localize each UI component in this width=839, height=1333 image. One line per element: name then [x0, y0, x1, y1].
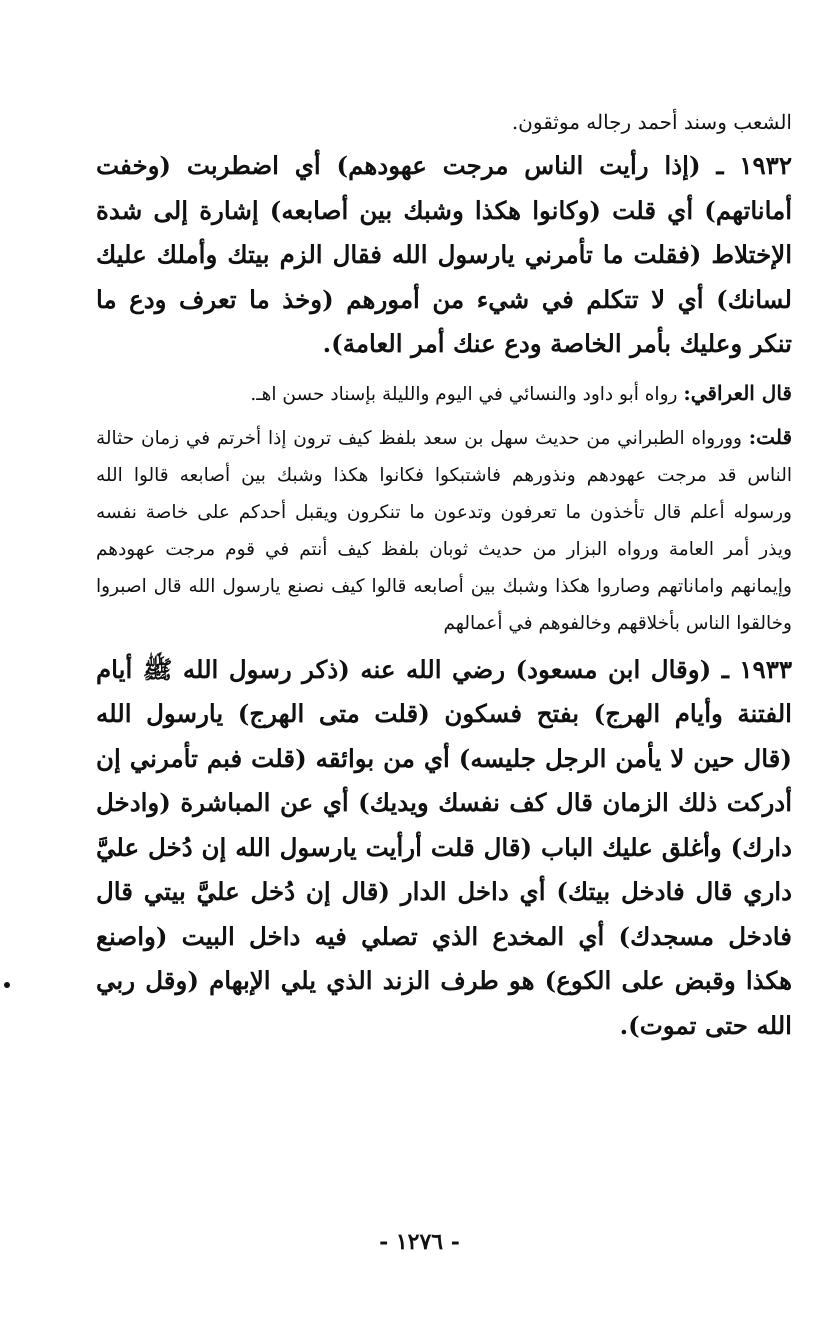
page-number: - ١٢٧٦ - [379, 1229, 460, 1255]
hadith-text: (وقال ابن مسعود) رضي الله عنه (ذكر رسول الله ﷺ أيام الفتنة وأيام الهرج) بفتح فسكون (قلت متى الهرج) يارسول الله (قال حين لا يأمن الرجل جليسه) أي من بوائقه (قلت فبم تأمرني إن أدركت ذلك الزمان قال كف نفسك ويديك) أي عن المباشرة (وادخل دارك) وأغلق عليك الباب (قال قلت أرأيت يارسول الله إن دُخل عليَّ داري قال فادخل بيتك) أي داخل الدار (قال إن دُخل عليَّ بيتي قال فادخل مسجدك) أي المخدع الذي تصلي فيه داخل البيت (واصنع هكذا وقبض على الكوع) هو طرف الزند الذي يلي الإبهام (وقل ربي الله حتى تموت). [96, 654, 792, 1040]
margin-dot [4, 982, 10, 988]
hadith-1933 [96, 648, 792, 1049]
hadith-number: ١٩٣٣ ـ [721, 654, 793, 684]
note-lead: قال العراقي: [683, 380, 792, 405]
hadith-text: (إذا رأيت الناس مرجت عهودهم) أي اضطربت (وخفت أماناتهم) أي قلت (وكانوا هكذا وشبك بين أصابعه) إشارة إلى شدة الإختلاط (فقلت ما تأمرني يارسول الله فقال الزم بيتك وأملك عليك لسانك) أي لا تتكلم في شيء من أمورهم (وخذ ما تعرف ودع ما تنكر وعليك بأمر الخاصة ودع عنك أمر العامة). [96, 151, 792, 358]
page-body [96, 104, 792, 1048]
note-text: رواه أبو داود والنسائي في اليوم والليلة بإسناد حسن اهـ. [250, 383, 678, 405]
qultu-note [96, 419, 792, 642]
note-lead: قلت: [748, 424, 792, 449]
hadith-1932 [96, 144, 792, 367]
hadith-number: ١٩٣٢ ـ [716, 151, 792, 180]
note-text: وورواه الطبراني من حديث سهل بن سعد بلفظ كيف ترون إذا أخرتم في زمان حثالة الناس قد مرجت عهودهم ونذورهم فاشتبكوا فكانوا هكذا وشبك بين أصابعه قالوا الله ورسوله أعلم قال تأخذون ما تعرفون وتدعون ما تنكرون ويقبل أحدكم على خاصة نفسه ويذر أمر العامة ورواه البزار من حديث ثوبان بلفظ كيف أنتم في قوم مرجت عهودهم وإيمانهم واماناتهم وصاروا هكذا وشبك بين أصابعه قالوا كيف نصنع يارسول الله قال اصبروا وخالقوا الناس بأخلاقهم وخالفوهم في أعمالهم [96, 427, 792, 634]
header-line: الشعب وسند أحمد رجاله موثقون. [511, 110, 792, 134]
iraqi-note [96, 375, 792, 413]
